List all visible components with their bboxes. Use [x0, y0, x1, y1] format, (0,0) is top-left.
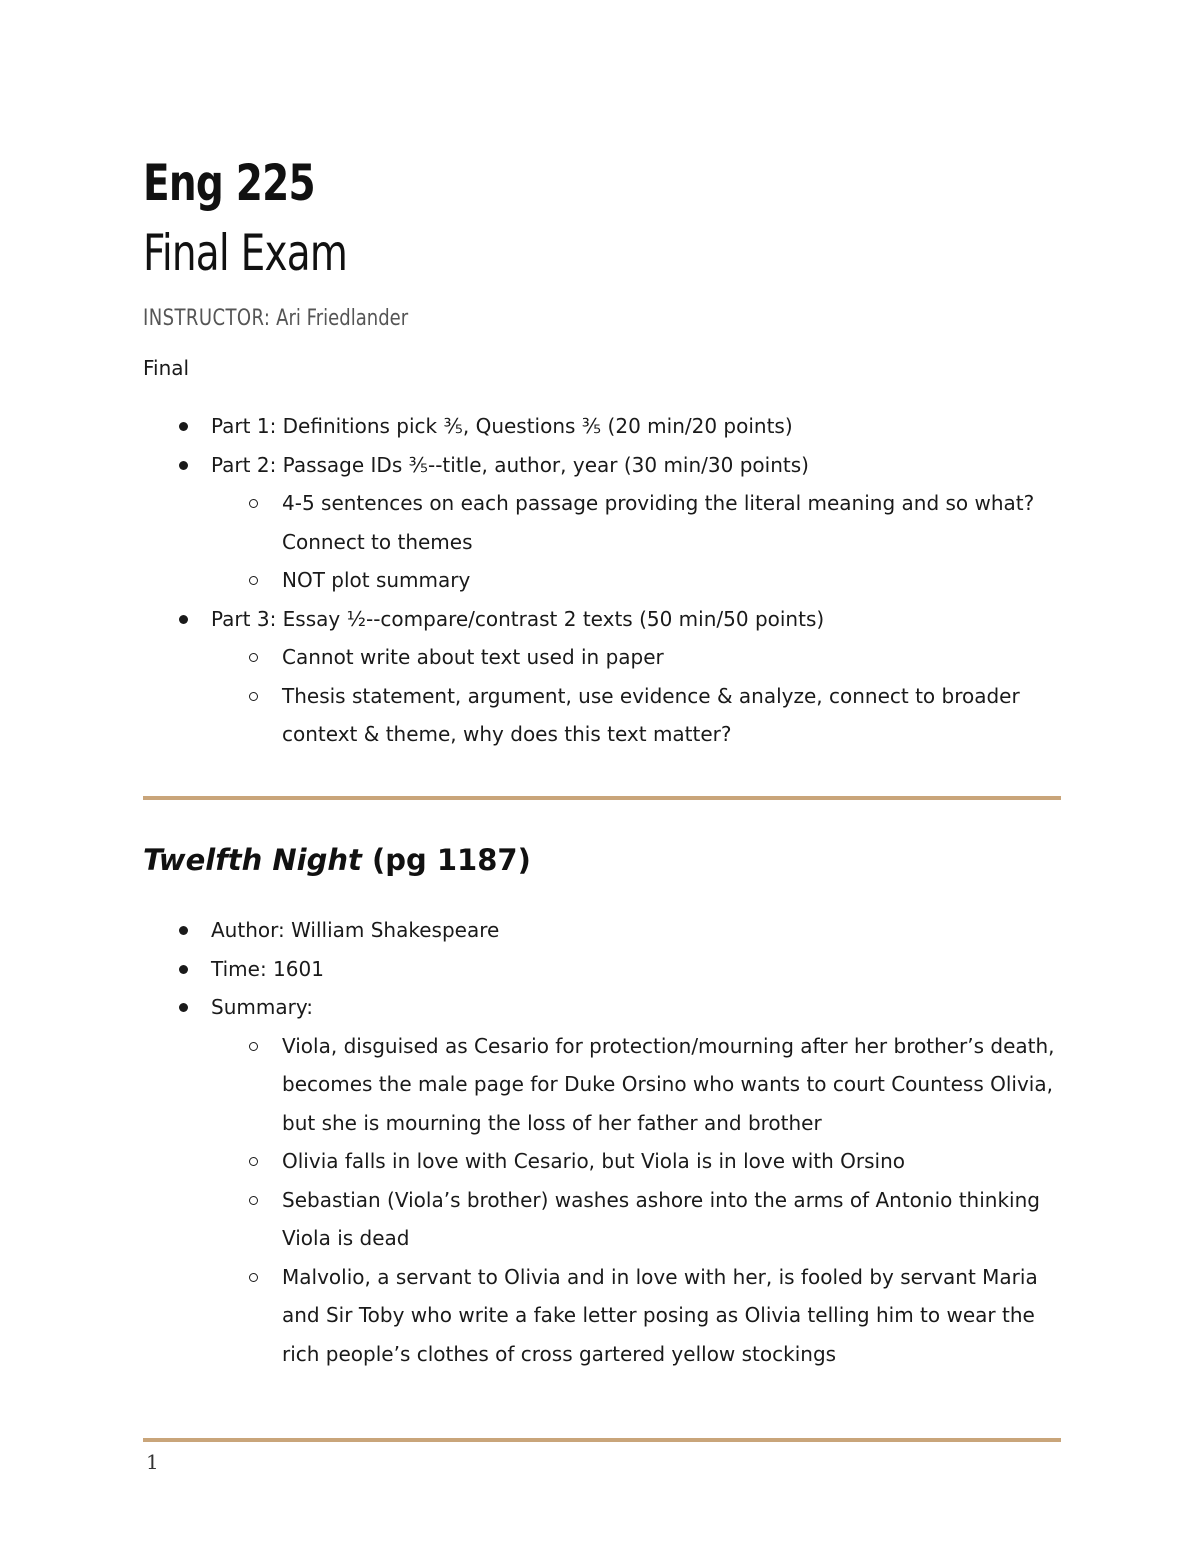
instructor-line — [143, 304, 408, 334]
list-item — [143, 950, 1073, 989]
bullet-icon — [179, 615, 188, 624]
summary-sublist — [211, 1027, 1073, 1374]
part-2-sublist — [211, 484, 1073, 600]
hollow-bullet-icon — [249, 1157, 258, 1166]
list-item: Sebastian (Viola’s brother) washes ashore into the arms of Antonio thinking Viola is dead — [211, 1181, 1073, 1258]
list-item: NOT plot summary — [211, 561, 1073, 600]
hollow-bullet-icon — [249, 1042, 258, 1051]
list-item: Cannot write about text used in paper — [211, 638, 1073, 677]
section-heading-twelfth-night — [143, 838, 531, 882]
exam-title: Final Exam — [143, 224, 348, 282]
instructor-label: INSTRUCTOR: — [143, 306, 271, 331]
hollow-bullet-icon — [249, 1273, 258, 1282]
part-3-sublist — [211, 638, 1073, 754]
hollow-bullet-icon — [249, 653, 258, 662]
time-text: Time: 1601 — [211, 956, 324, 981]
course-title: Eng 225 — [143, 154, 315, 212]
list-item: Viola, disguised as Cesario for protection/mourning after her brother’s death, becomes the male page for Duke Orsino who wants to court Countess Olivia, but she is mourning the loss of her father and brother — [211, 1027, 1073, 1143]
list-item: 4-5 sentences on each passage providing the literal meaning and so what? Connect to themes — [211, 484, 1073, 561]
hollow-bullet-icon — [249, 499, 258, 508]
bullet-icon — [179, 461, 188, 470]
bullet-icon — [179, 422, 188, 431]
part-3-text: Part 3: Essay ½--compare/contrast 2 texts (50 min/50 points) — [211, 606, 825, 631]
section-divider — [143, 796, 1061, 800]
list-item — [143, 600, 1073, 754]
page-reference: (pg 1187) — [372, 843, 531, 877]
list-item — [143, 988, 1073, 1373]
page-number: 1 — [146, 1450, 159, 1474]
author-text: Author: William Shakespeare — [211, 918, 500, 942]
exam-parts-list — [143, 407, 1073, 754]
hollow-bullet-icon — [249, 576, 258, 585]
list-item — [143, 407, 1073, 446]
title-block — [143, 148, 405, 288]
list-item — [143, 446, 1073, 600]
part-2-text: Part 2: Passage IDs ⅗--title, author, year (30 min/30 points) — [211, 452, 809, 477]
instructor-name: Ari Friedlander — [276, 306, 409, 331]
summary-label: Summary: — [211, 995, 313, 1019]
work-title: Twelfth Night — [143, 843, 362, 877]
final-label: Final — [143, 356, 190, 380]
bullet-icon — [179, 926, 188, 935]
twelfth-night-list — [143, 911, 1073, 1373]
list-item: Thesis statement, argument, use evidence & analyze, connect to broader context & theme, why does this text matter? — [211, 677, 1073, 754]
list-item — [143, 911, 1073, 950]
list-item: Malvolio, a servant to Olivia and in love with her, is fooled by servant Maria and Sir Toby who write a fake letter posing as Olivia telling him to wear the rich people’s clothes of cross gartered yellow stockings — [211, 1258, 1073, 1374]
bullet-icon — [179, 1003, 188, 1012]
footer-divider — [143, 1438, 1061, 1442]
bullet-icon — [179, 965, 188, 974]
part-1-text: Part 1: Definitions pick ⅗, Questions ⅗ (20 min/20 points) — [211, 414, 793, 438]
hollow-bullet-icon — [249, 692, 258, 701]
hollow-bullet-icon — [249, 1196, 258, 1205]
list-item: Olivia falls in love with Cesario, but Viola is in love with Orsino — [211, 1142, 1073, 1181]
